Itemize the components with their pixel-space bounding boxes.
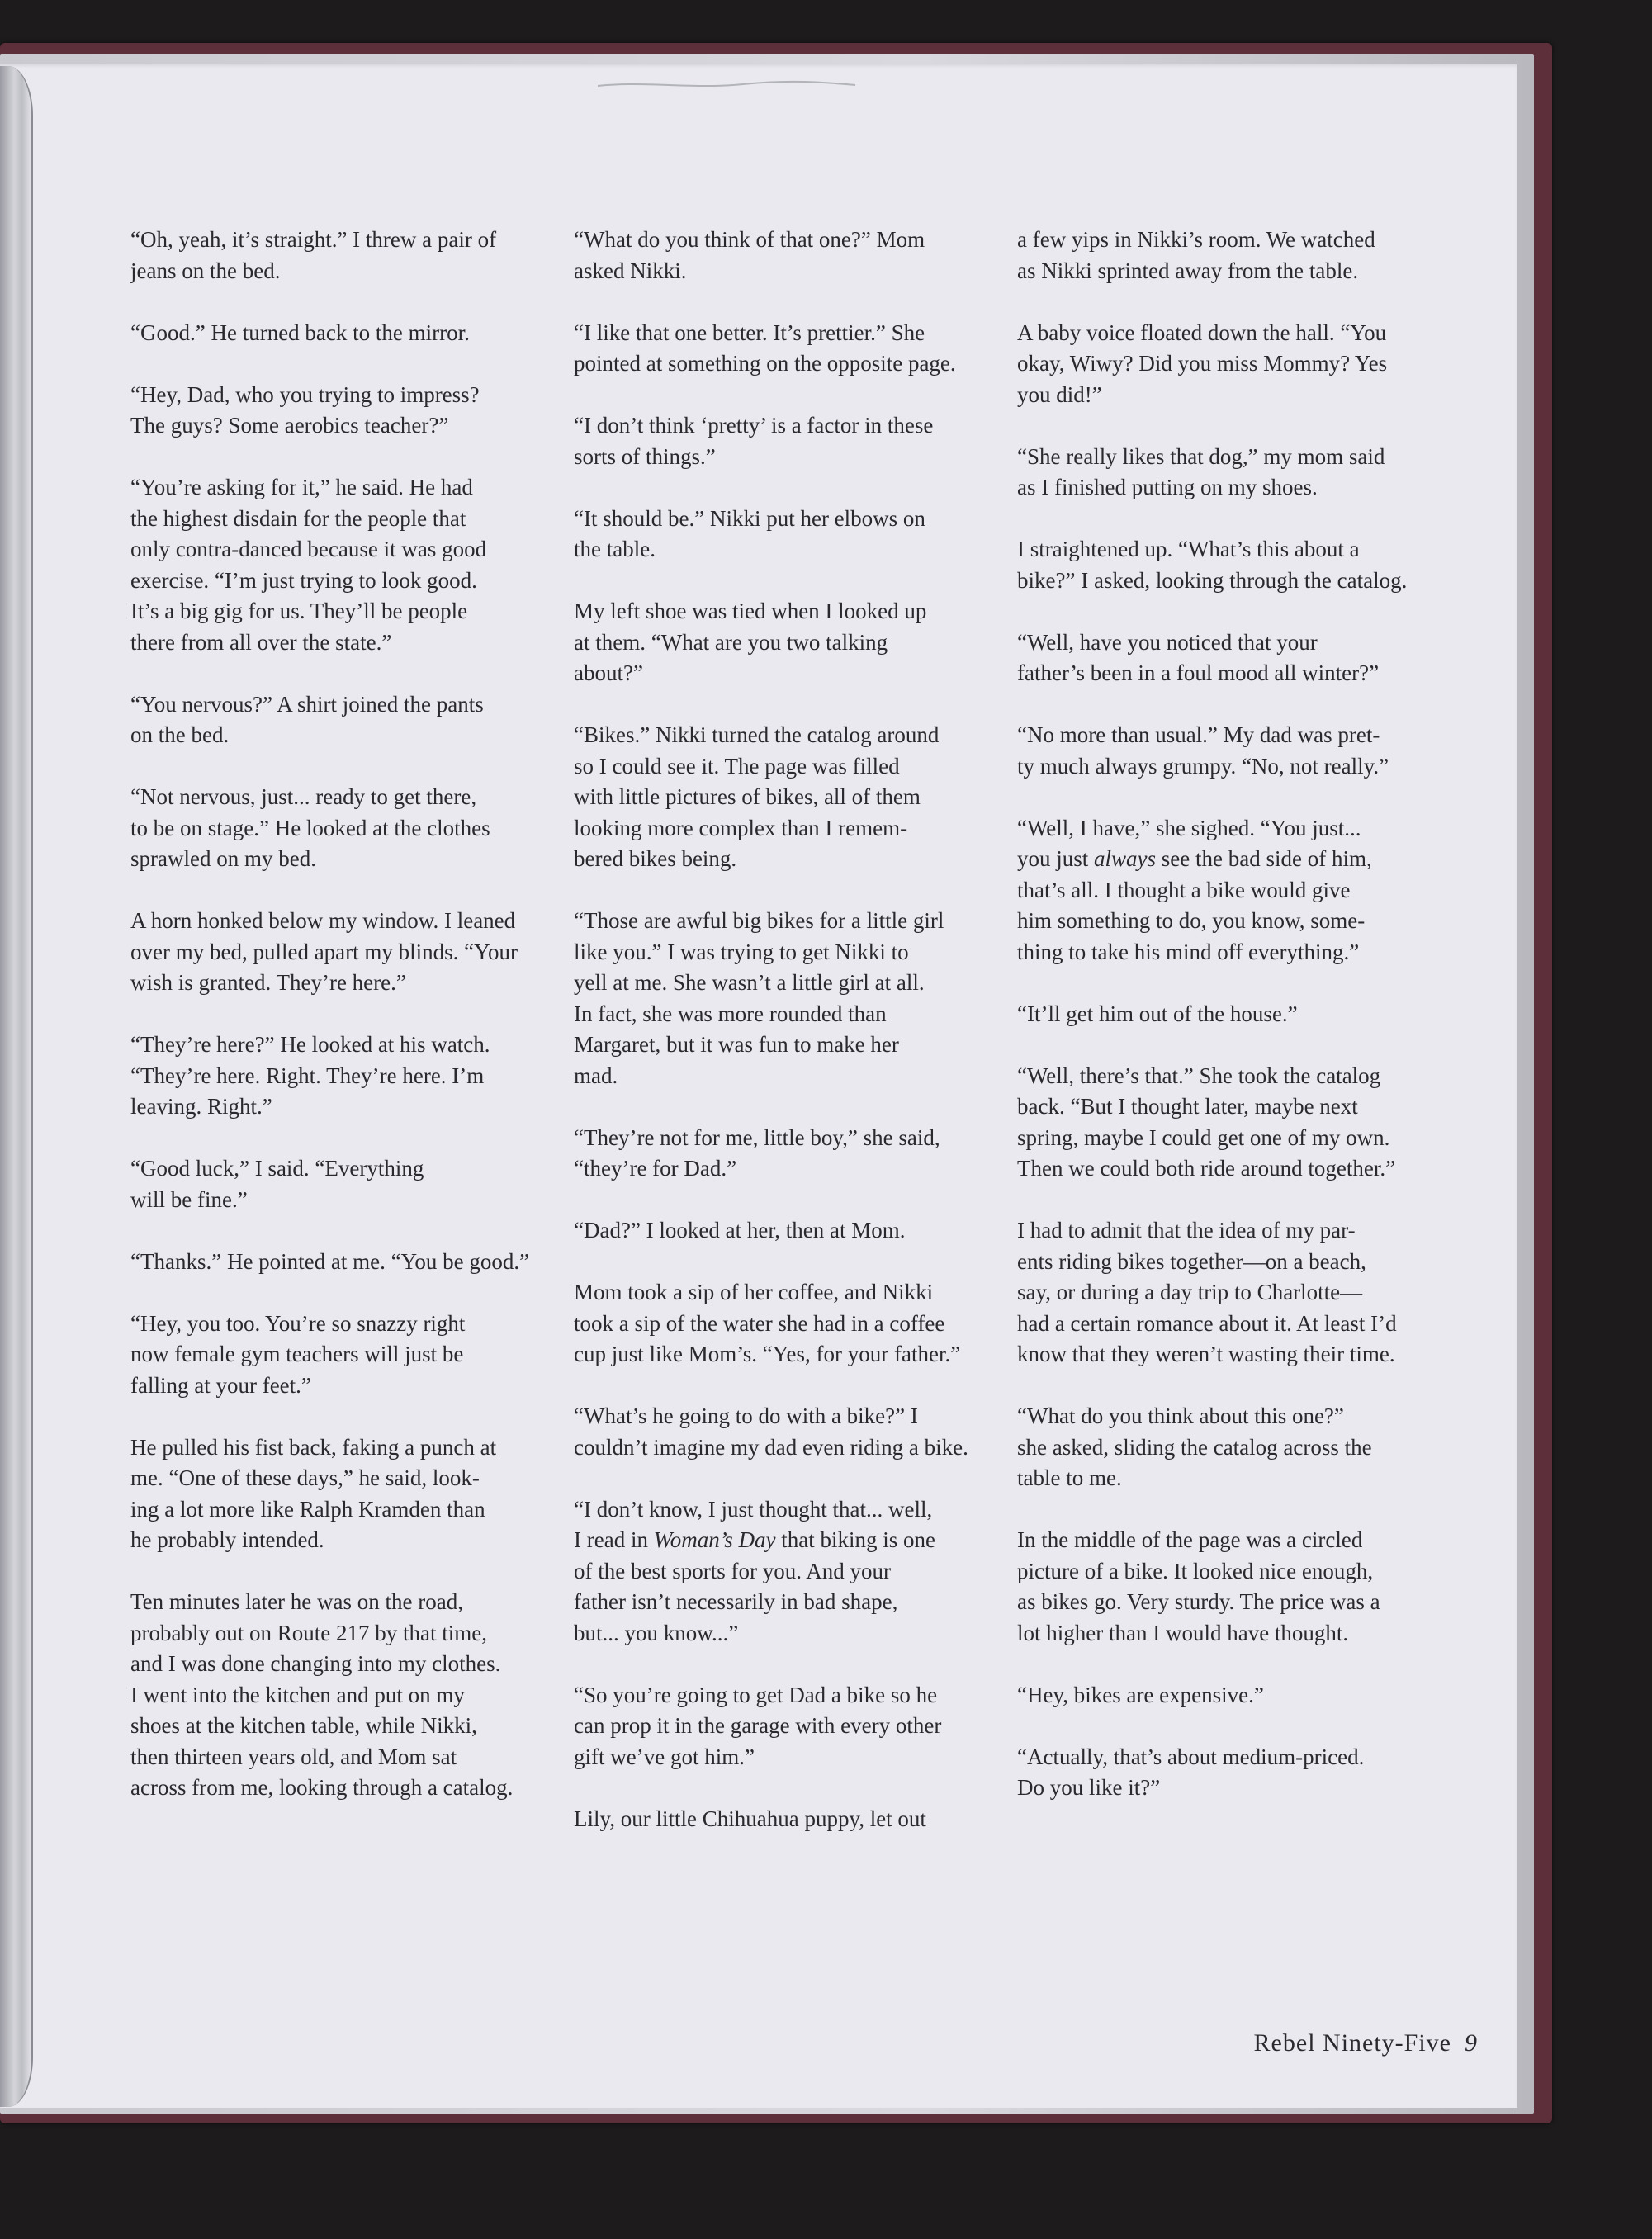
- italic-title: always: [1094, 846, 1157, 871]
- book-title: Rebel Ninety-Five: [1253, 2029, 1451, 2057]
- paragraph: “You nervous?” A shirt joined the pants on the bed.: [130, 691, 484, 747]
- paragraph: “Those are awful big bikes for a little girl like you.” I was trying to get Nikki to yell at me. She wasn’t a little girl at all. In fact, she was more rounded than Margaret, but it was fun to make her mad.: [574, 908, 944, 1088]
- running-footer: [1164, 2029, 1478, 2057]
- paragraph: “Not nervous, just... ready to get there, to be on stage.” He looked at the clothes sprawled on my bed.: [130, 784, 490, 871]
- paragraph: a few yips in Nikki’s room. We watched as Nikki sprinted away from the table.: [1017, 227, 1375, 283]
- paragraph: “Dad?” I looked at her, then at Mom.: [574, 1218, 906, 1243]
- paragraph: “What do you think of that one?” Mom asked Nikki.: [574, 227, 925, 283]
- paragraph: “I don’t think ‘pretty’ is a factor in these sorts of things.”: [574, 413, 934, 469]
- paragraph: “Thanks.” He pointed at me. “You be good.”: [130, 1248, 530, 1274]
- paragraph: “I like that one better. It’s prettier.” She pointed at something on the opposite page.: [574, 320, 956, 376]
- text-column-1: [130, 225, 589, 1834]
- paragraph: “Well, have you noticed that your father’s been in a foul mood all winter?”: [1017, 629, 1380, 685]
- paragraph: A baby voice floated down the hall. “You okay, Wiwy? Did you miss Mommy? Yes you did!”: [1017, 320, 1388, 407]
- paragraph: “Hey, bikes are expensive.”: [1017, 1682, 1264, 1707]
- paragraph: Ten minutes later he was on the road, probably out on Route 217 by that time, and I was done changing into my clothes. I went into the kitchen and put on my shoes at the kitchen table, while Nikki, then thirteen years old, and Mom sat across from me, looking through a catalog.: [130, 1589, 514, 1800]
- paragraph: “They’re here?” He looked at his watch. “They’re here. Right. They’re here. I’m leaving. Right.”: [130, 1032, 490, 1119]
- paragraph: Mom took a sip of her coffee, and Nikki took a sip of the water she had in a coffee cup just like Mom’s. “Yes, for your father.”: [574, 1280, 961, 1366]
- paragraph: “What’s he going to do with a bike?” I couldn’t imagine my dad even riding a bike.: [574, 1404, 968, 1460]
- paragraph-fragment: see the bad side of him, that’s all. I thought a bike would give him something to do, you know, some- thing to take his mind off everything.”: [1017, 846, 1372, 964]
- paragraph: “So you’re going to get Dad a bike so he can prop it in the garage with every other gift we’ve got him.”: [574, 1682, 942, 1769]
- paragraph: “Bikes.” Nikki turned the catalog around so I could see it. The page was filled with little pictures of bikes, all of them looking more complex than I remem- bered bikes being.: [574, 722, 940, 871]
- text-column-2: [574, 225, 1032, 1866]
- paragraph: “Hey, Dad, who you trying to impress? The guys? Some aerobics teacher?”: [130, 381, 480, 438]
- paragraph: “It’ll get him out of the house.”: [1017, 1001, 1298, 1026]
- paragraph: My left shoe was tied when I looked up at them. “What are you two talking about?”: [574, 599, 927, 685]
- paragraph: “No more than usual.” My dad was pret- ty much always grumpy. “No, not really.”: [1017, 722, 1389, 779]
- paragraph: “Hey, you too. You’re so snazzy right now female gym teachers will just be falling at your feet.”: [130, 1310, 466, 1398]
- paragraph: [574, 1494, 1032, 1650]
- paragraph: “Well, there’s that.” She took the catalog back. “But I thought later, maybe next spring, maybe I could get one of my own. Then we could both ride around together.”: [1017, 1063, 1396, 1181]
- paragraph: I straightened up. “What’s this about a bike?” I asked, looking through the catalog.: [1017, 537, 1408, 593]
- paragraph: “Oh, yeah, it’s straight.” I threw a pair of jeans on the bed.: [130, 227, 497, 283]
- text-column-3: [1017, 225, 1475, 1834]
- paragraph-fragment: that biking is one of the best sports for you. And your father isn’t necessarily in bad shape, but... you know...”: [574, 1527, 935, 1645]
- paragraph: [1017, 813, 1475, 968]
- facing-page-edge: [0, 66, 33, 2107]
- paragraph: In the middle of the page was a circled picture of a bike. It looked nice enough, as bikes go. Very sturdy. The price was a lot higher than I would have thought.: [1017, 1527, 1380, 1645]
- paragraph: He pulled his fist back, faking a punch at me. “One of these days,” he said, look- ing a lot more like Ralph Kramden than he probably intended.: [130, 1434, 497, 1552]
- italic-title: Woman’s Day: [653, 1527, 776, 1552]
- paragraph: “They’re not for me, little boy,” she said, “they’re for Dad.”: [574, 1124, 940, 1181]
- paragraph: A horn honked below my window. I leaned over my bed, pulled apart my blinds. “Your wish is granted. They’re here.”: [130, 908, 518, 995]
- paragraph: “Actually, that’s about medium-priced. Do you like it?”: [1017, 1744, 1365, 1800]
- paragraph: “You’re asking for it,” he said. He had the highest disdain for the people that only contra-danced because it was good exercise. “I’m just trying to look good. It’s a big gig for us. They’ll be people there from all over the state.”: [130, 475, 487, 655]
- paragraph: “Good.” He turned back to the mirror.: [130, 320, 470, 345]
- bleed-through-mark: [594, 79, 859, 91]
- paragraph: “It should be.” Nikki put her elbows on the table.: [574, 505, 925, 561]
- paragraph: “Good luck,” I said. “Everything will be fine.”: [130, 1156, 424, 1212]
- paragraph: Lily, our little Chihuahua puppy, let out: [574, 1806, 926, 1831]
- paragraph: “She really likes that dog,” my mom said as I finished putting on my shoes.: [1017, 443, 1385, 499]
- paragraph: I had to admit that the idea of my par- ents riding bikes together—on a beach, say, or during a day trip to Charlotte— had a certain romance about it. At least I’d know that they weren’t wasting their time.: [1017, 1218, 1397, 1366]
- paragraph-fragment: “I don’t know, I just thought that... well, I read in: [574, 1496, 933, 1552]
- paragraph-fragment: “Well, I have,” she sighed. “You just... you just: [1017, 815, 1361, 871]
- page-number: 9: [1465, 2029, 1478, 2057]
- paragraph: “What do you think about this one?” she asked, sliding the catalog across the table to me.: [1017, 1404, 1372, 1490]
